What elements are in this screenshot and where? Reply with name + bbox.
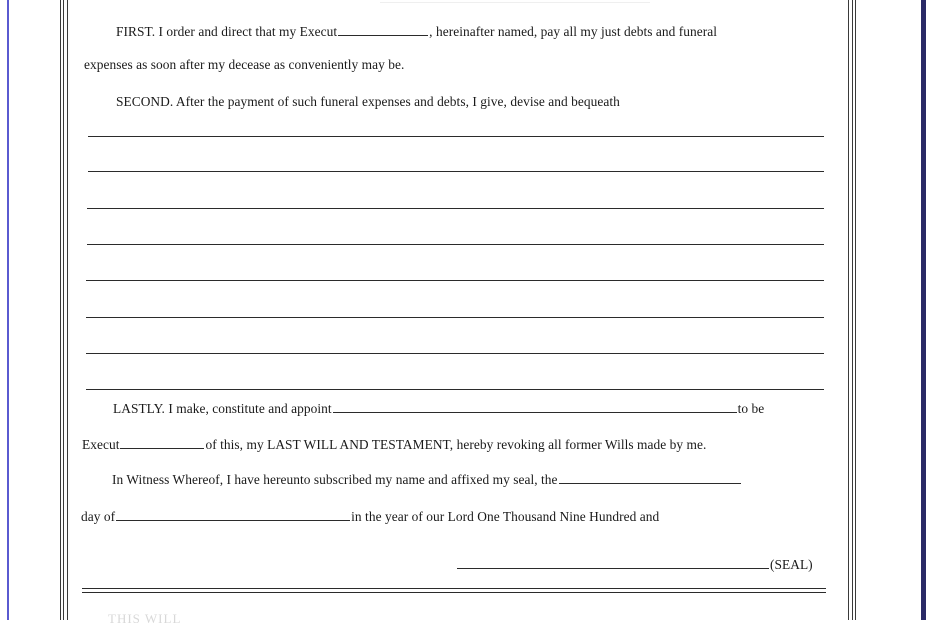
day-of-label: day of <box>81 509 116 524</box>
bequest-line-1[interactable] <box>88 136 824 137</box>
signature-blank[interactable] <box>457 567 769 569</box>
inner-border-left-inner <box>67 0 68 620</box>
bequest-line-8[interactable] <box>86 389 824 390</box>
executor-clause <box>82 437 706 453</box>
footer-faint-text: THIS WILL <box>108 611 182 626</box>
lastly-clause <box>113 401 764 417</box>
second-clause: SECOND. After the payment of such funeral expenses and debts, I give, devise and bequeath <box>116 94 620 109</box>
first-clause-lead: FIRST. I order and direct that my Execut <box>116 24 338 39</box>
inner-border-right-middle <box>852 0 853 620</box>
bequest-line-6[interactable] <box>86 317 824 318</box>
lastly-clause-lead: LASTLY. I make, constitute and appoint <box>113 401 332 416</box>
bequest-line-7[interactable] <box>86 353 824 354</box>
executor-name-blank[interactable] <box>333 411 737 413</box>
inner-border-left-outer <box>60 0 61 620</box>
executor-clause-trail: of this, my LAST WILL AND TESTAMENT, hereby revoking all former Wills made by me. <box>205 437 707 452</box>
witness-clause <box>112 472 742 488</box>
executor-clause-lead: Execut <box>82 437 120 452</box>
page-edge <box>926 0 930 620</box>
first-clause-continuation: expenses as soon after my decease as conveniently may be. <box>84 57 405 72</box>
day-blank[interactable] <box>559 482 741 484</box>
top-faint-rule <box>380 0 650 3</box>
signature-line <box>456 557 813 573</box>
witness-clause-lead: In Witness Whereof, I have hereunto subscribed my name and affixed my seal, the <box>112 472 558 487</box>
bequest-line-2[interactable] <box>88 171 824 172</box>
executor-gender-blank[interactable] <box>338 34 428 36</box>
bottom-double-rule <box>82 588 826 593</box>
inner-border-left-middle <box>63 0 64 620</box>
inner-border-right-inner <box>848 0 849 620</box>
year-text: in the year of our Lord One Thousand Nine Hundred and <box>351 509 660 524</box>
bequest-line-3[interactable] <box>87 208 824 209</box>
inner-border-right-outer <box>855 0 856 620</box>
first-clause <box>116 24 717 40</box>
seal-label: (SEAL) <box>770 557 813 572</box>
bequest-line-4[interactable] <box>87 244 824 245</box>
executor-suffix-blank[interactable] <box>120 447 204 449</box>
outer-left-border <box>7 0 9 620</box>
month-blank[interactable] <box>116 519 350 521</box>
bequest-line-5[interactable] <box>86 280 824 281</box>
date-clause <box>81 509 659 525</box>
first-clause-trail: , hereinafter named, pay all my just debts and funeral <box>429 24 718 39</box>
lastly-clause-trail: to be <box>737 401 765 416</box>
